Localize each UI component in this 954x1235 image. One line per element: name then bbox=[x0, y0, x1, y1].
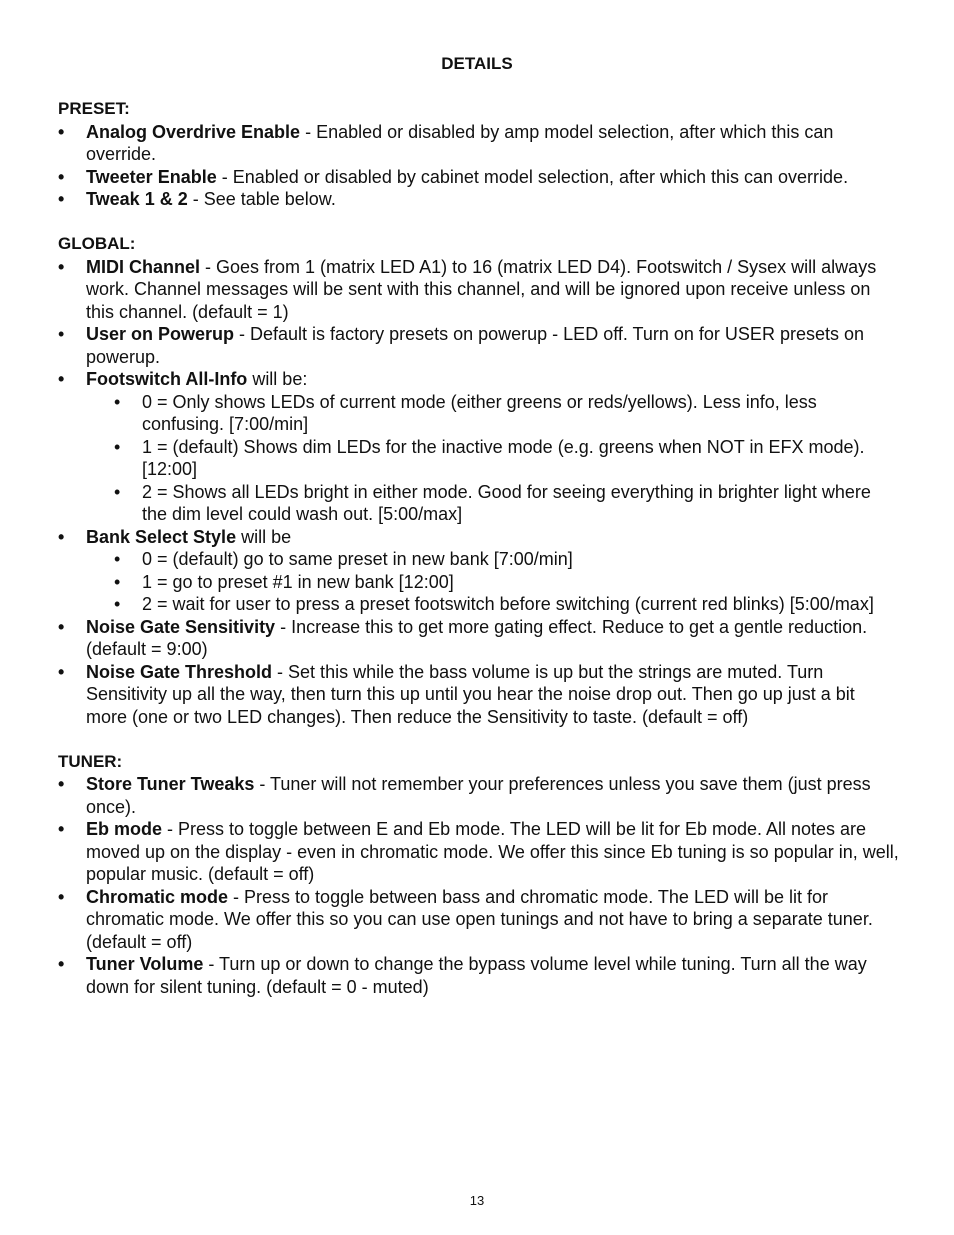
sub-list-item bbox=[58, 548, 900, 571]
sub-item-text: 2 = wait for user to press a preset footswitch before switching (current red blinks) [5:00/max] bbox=[142, 594, 874, 614]
item-term: Chromatic mode bbox=[86, 886, 229, 907]
item-description: will be: bbox=[247, 369, 308, 389]
item-list bbox=[58, 773, 900, 998]
sub-item-text: 1 = go to preset #1 in new bank [12:00] bbox=[142, 571, 454, 592]
item-description: - See table below. bbox=[187, 189, 336, 209]
sub-item-text: 0 = (default) go to same preset in new bank [7:00/min] bbox=[142, 549, 573, 569]
item-term: Eb mode bbox=[86, 819, 163, 839]
bullet: • bbox=[58, 369, 65, 389]
bullet: • bbox=[58, 774, 65, 794]
sub-list-item bbox=[58, 481, 900, 526]
list-item bbox=[58, 886, 900, 954]
bullet: • bbox=[58, 954, 65, 974]
sub-item-text: 2 = Shows all LEDs bright in either mode. Good for seeing everything in brighter light where the dim level could wash out. [5:00/max] bbox=[142, 481, 871, 524]
bullet: • bbox=[58, 526, 65, 547]
item-description: will be bbox=[236, 526, 292, 547]
bullet: • bbox=[58, 324, 65, 344]
item-description: - Press to toggle between bass and chromatic mode. The LED will be lit for chromatic mode. We offer this so you can use open tunings and not have to bring a separate tuner. (default = off) bbox=[86, 886, 873, 952]
section-heading: GLOBAL: bbox=[58, 234, 136, 253]
bullet: • bbox=[58, 189, 65, 209]
item-term: Tweak 1 & 2 bbox=[86, 189, 188, 209]
sub-list-item bbox=[58, 391, 900, 436]
sub-bullet: • bbox=[114, 391, 121, 412]
list-item bbox=[58, 256, 900, 324]
sub-item-list bbox=[86, 548, 900, 616]
item-description: - Set this while the bass volume is up but the strings are muted. Turn Sensitivity up all the way, then turn this up until you hear the noise drop out. Then go up just a bit more (one or two LED changes). Then reduce the Sensitivity to taste. (default = off) bbox=[86, 661, 855, 727]
item-term: Analog Overdrive Enable bbox=[86, 121, 301, 142]
bullet: • bbox=[58, 121, 65, 142]
item-term: Noise Gate Threshold bbox=[86, 661, 273, 682]
item-description: - Increase this to get more gating effect. Reduce to get a gentle reduction. (default = 9:00) bbox=[86, 616, 868, 659]
list-item bbox=[58, 953, 900, 998]
bullet: • bbox=[58, 166, 65, 187]
bullet: • bbox=[58, 661, 65, 682]
item-list bbox=[58, 256, 900, 729]
list-item bbox=[58, 818, 900, 886]
list-item bbox=[58, 661, 900, 729]
item-description: - Default is factory presets on powerup - LED off. Turn on for USER presets on powerup. bbox=[86, 324, 864, 367]
sub-bullet: • bbox=[114, 594, 121, 614]
sub-item-text: 1 = (default) Shows dim LEDs for the inactive mode (e.g. greens when NOT in EFX mode). [12:00] bbox=[142, 436, 865, 479]
item-description: - Goes from 1 (matrix LED A1) to 16 (matrix LED D4). Footswitch / Sysex will always work. Channel messages will be sent with this channel, and will be ignored upon receive unless on this channel. (default = 1) bbox=[86, 256, 877, 322]
sub-list-item bbox=[58, 436, 900, 481]
sub-list-item bbox=[58, 571, 900, 594]
list-item bbox=[58, 773, 900, 818]
sub-item-list bbox=[86, 391, 900, 526]
sub-bullet: • bbox=[114, 436, 121, 457]
page-number: 13 bbox=[469, 1193, 485, 1208]
item-list bbox=[58, 121, 900, 211]
item-description: - Tuner will not remember your preferences unless you save them (just press once). bbox=[86, 774, 871, 817]
bullet: • bbox=[58, 886, 65, 907]
section-tuner bbox=[58, 751, 900, 999]
item-term: MIDI Channel bbox=[86, 256, 201, 277]
sub-bullet: • bbox=[114, 549, 121, 569]
item-term: Tuner Volume bbox=[86, 954, 204, 974]
list-item bbox=[58, 526, 900, 616]
item-term: Noise Gate Sensitivity bbox=[86, 616, 276, 637]
list-item bbox=[58, 188, 900, 211]
item-term: Store Tuner Tweaks bbox=[86, 774, 255, 794]
page-title: DETAILS bbox=[441, 54, 513, 73]
document-body bbox=[58, 98, 900, 1021]
section-heading: TUNER: bbox=[58, 751, 123, 771]
item-term: User on Powerup bbox=[86, 324, 235, 344]
item-description: - Turn up or down to change the bypass volume level while tuning. Turn all the way down for silent tuning. (default = 0 - muted) bbox=[86, 954, 867, 997]
item-term: Bank Select Style bbox=[86, 526, 237, 547]
sub-item-text: 0 = Only shows LEDs of current mode (either greens or reds/yellows). Less info, less confusing. [7:00/min] bbox=[142, 391, 817, 434]
section-global bbox=[58, 233, 900, 728]
sub-list-item bbox=[58, 593, 900, 616]
list-item bbox=[58, 323, 900, 368]
section-preset bbox=[58, 98, 900, 211]
list-item bbox=[58, 166, 900, 189]
item-term: Footswitch All-Info bbox=[86, 369, 248, 389]
sub-bullet: • bbox=[114, 571, 121, 592]
bullet: • bbox=[58, 616, 65, 637]
bullet: • bbox=[58, 256, 65, 277]
list-item bbox=[58, 616, 900, 661]
item-term: Tweeter Enable bbox=[86, 166, 217, 187]
item-description: - Enabled or disabled by amp model selection, after which this can override. bbox=[86, 121, 834, 164]
section-heading: PRESET: bbox=[58, 99, 130, 118]
sub-bullet: • bbox=[114, 481, 121, 502]
list-item bbox=[58, 368, 900, 526]
item-description: - Enabled or disabled by cabinet model selection, after which this can override. bbox=[216, 166, 849, 187]
item-description: - Press to toggle between E and Eb mode. The LED will be lit for Eb mode. All notes are moved up on the display - even in chromatic mode. We offer this since Eb tuning is so popular in, well, popular music. (default = off) bbox=[86, 819, 899, 884]
bullet: • bbox=[58, 819, 65, 839]
list-item bbox=[58, 121, 900, 166]
